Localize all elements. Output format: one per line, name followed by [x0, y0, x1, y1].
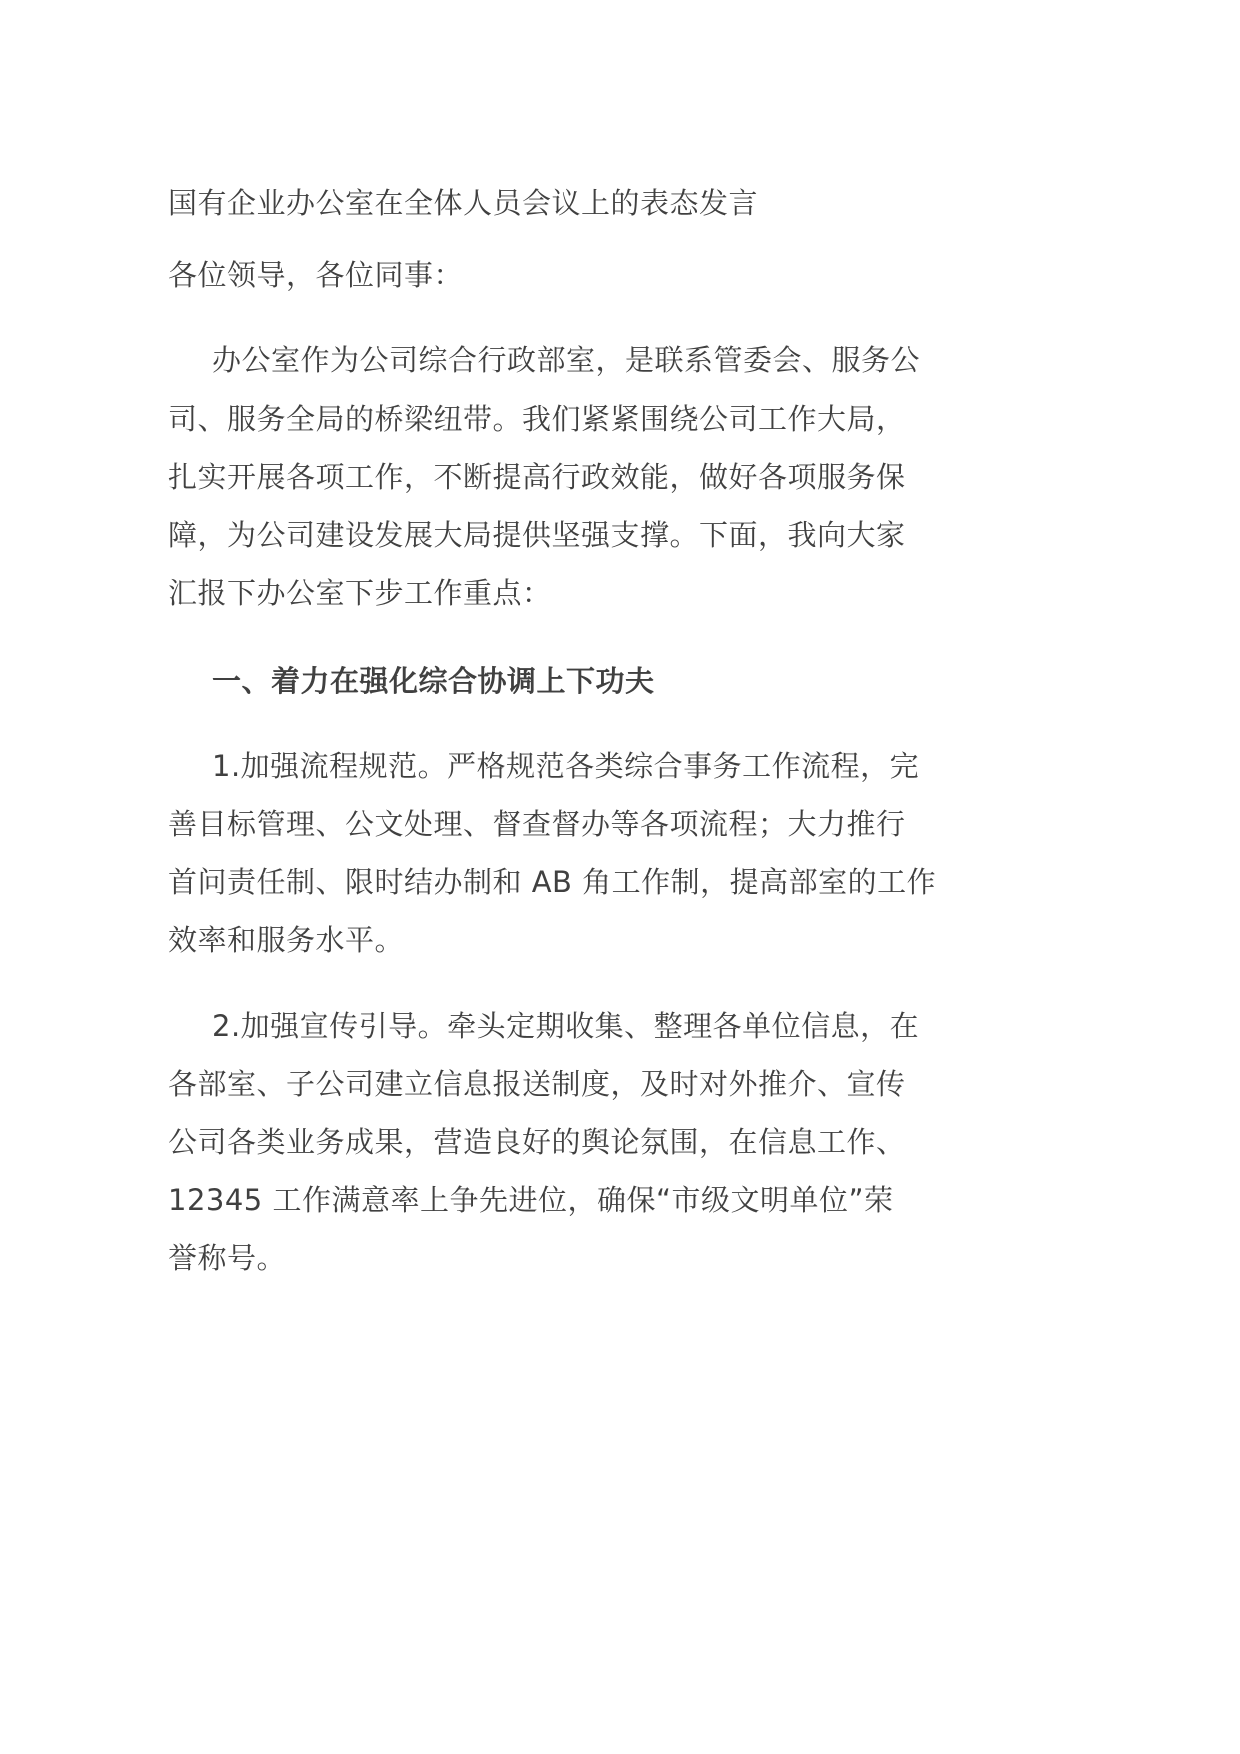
paragraph-line: 誉称号。: [168, 1241, 287, 1275]
paragraph-line: 办公室作为公司综合行政部室，是联系管委会、服务公: [212, 343, 921, 377]
paragraph-line: 公司各类业务成果，营造良好的舆论氛围，在信息工作、: [168, 1125, 906, 1159]
paragraph-line: 效率和服务水平。: [168, 923, 405, 957]
section-heading: 一、着力在强化综合协调上下功夫: [212, 664, 655, 698]
document-title: 国有企业办公室在全体人员会议上的表态发言: [168, 186, 759, 220]
paragraph-line: 首问责任制、限时结办制和 AB 角工作制，提高部室的工作: [168, 865, 937, 899]
paragraph-line: 12345 工作满意率上争先进位，确保“市级文明单位”荣: [168, 1183, 894, 1217]
paragraph-line: 1.加强流程规范。严格规范各类综合事务工作流程，完: [212, 749, 920, 783]
paragraph-line: 障，为公司建设发展大局提供坚强支撑。下面，我向大家: [168, 518, 906, 552]
paragraph-line: 扎实开展各项工作，不断提高行政效能，做好各项服务保: [168, 460, 906, 494]
paragraph-line: 2.加强宣传引导。牵头定期收集、整理各单位信息，在: [212, 1009, 920, 1043]
paragraph-line: 司、服务全局的桥梁纽带。我们紧紧围绕公司工作大局，: [168, 402, 906, 436]
greeting: 各位领导，各位同事：: [168, 258, 464, 292]
paragraph-line: 善目标管理、公文处理、督查督办等各项流程；大力推行: [168, 807, 906, 841]
paragraph-line: 各部室、子公司建立信息报送制度，及时对外推介、宣传: [168, 1067, 906, 1101]
paragraph-line: 汇报下办公室下步工作重点：: [168, 576, 552, 610]
